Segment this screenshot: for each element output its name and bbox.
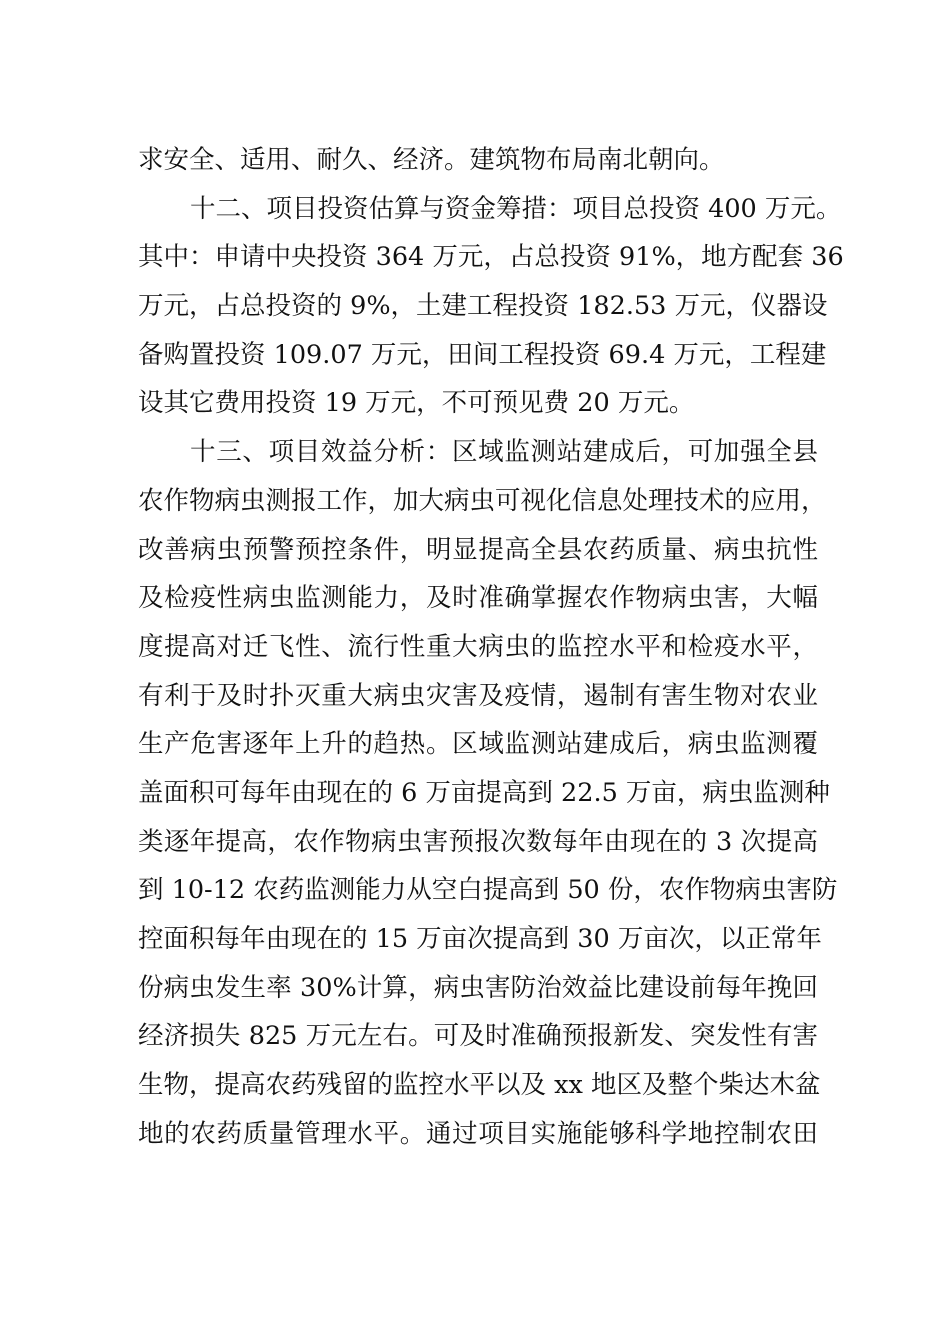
body-text (138, 136, 844, 1158)
text-line: 农作物病虫测报工作，加大病虫可视化信息处理技术的应用， (138, 485, 827, 516)
text-line: 设其它费用投资 19 万元，不可预见费 20 万元。 (138, 388, 695, 419)
text-line: 及检疫性病虫监测能力，及时准确掌握农作物病虫害，大幅 (138, 583, 818, 614)
text-line: 生物，提高农药残留的监控水平以及 xx 地区及整个柴达木盆 (138, 1070, 821, 1101)
text-line: 度提高对迁飞性、流行性重大病虫的监控水平和检疫水平， (138, 631, 818, 662)
text-line: 类逐年提高，农作物病虫害预报次数每年由现在的 3 次提高 (138, 826, 818, 857)
text-line: 十三、项目效益分析：区域监测站建成后，可加强全县 (190, 437, 818, 468)
text-line: 生产危害逐年上升的趋热。区域监测站建成后，病虫监测覆 (138, 729, 818, 760)
text-line: 控面积每年由现在的 15 万亩次提高到 30 万亩次，以正常年 (138, 924, 822, 954)
text-line: 改善病虫预警预控条件，明显提高全县农药质量、病虫抗性 (138, 534, 818, 565)
text-line: 有利于及时扑灭重大病虫灾害及疫情，遏制有害生物对农业 (138, 680, 818, 711)
text-line: 经济损失 825 万元左右。可及时准确预报新发、突发性有害 (138, 1021, 818, 1052)
text-line: 万元，占总投资的 9%，土建工程投资 182.53 万元，仪器设 (138, 291, 828, 322)
text-line: 地的农药质量管理水平。通过项目实施能够科学地控制农田 (138, 1118, 818, 1149)
text-line: 十二、项目投资估算与资金筹措：项目总投资 400 万元。 (190, 193, 842, 224)
text-line: 到 10-12 农药监测能力从空白提高到 50 份，农作物病虫害防 (138, 875, 838, 906)
text-line: 其中：申请中央投资 364 万元，占总投资 91%，地方配套 36 (138, 242, 844, 273)
text-line: 份病虫发生率 30%计算，病虫害防治效益比建设前每年挽回 (138, 972, 818, 1003)
text-line: 盖面积可每年由现在的 6 万亩提高到 22.5 万亩，病虫监测种 (138, 777, 830, 808)
text-line: 求安全、适用、耐久、经济。建筑物布局南北朝向。 (138, 145, 725, 175)
text-line: 备购置投资 109.07 万元，田间工程投资 69.4 万元，工程建 (138, 339, 827, 370)
